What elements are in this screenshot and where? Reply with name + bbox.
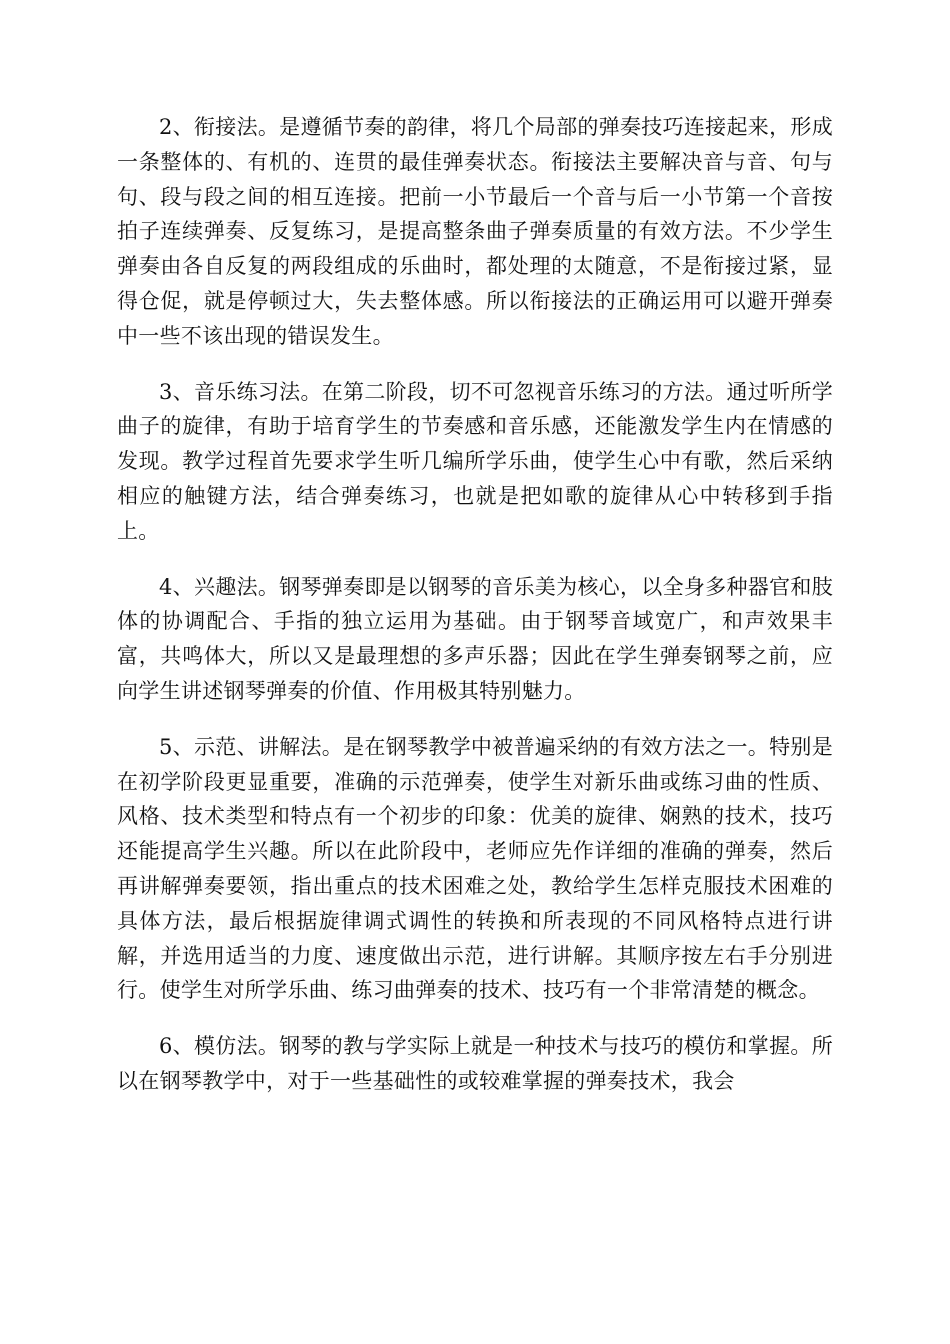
paragraph-interest-method: 4、兴趣法。钢琴弹奏即是以钢琴的音乐美为核心，以全身多种器官和肢体的协调配合、手指的独立运用为基础。由于钢琴音域宽广，和声效果丰富，共鸣体大，所以又是最理想的多声乐器；因此在学生弹奏钢琴之前，应向学生讲述钢琴弹奏的价值、作用极其特别魅力。 (117, 574, 833, 703)
paragraph-linking-method: 2、衔接法。是遵循节奏的韵律，将几个局部的弹奏技巧连接起来，形成一条整体的、有机的、连贯的最佳弹奏状态。衔接法主要解决音与音、句与句、段与段之间的相互连接。把前一小节最后一个音与后一小节第一个音按拍子连续弹奏、反复练习，是提高整条曲子弹奏质量的有效方法。不少学生弹奏由各自反复的两段组成的乐曲时，都处理的太随意，不是衔接过紧，显得仓促，就是停顿过大，失去整体感。所以衔接法的正确运用可以避开弹奏中一些不该出现的错误发生。 (117, 115, 833, 348)
document-body (117, 110, 833, 1120)
paragraph-music-practice-method: 3、音乐练习法。在第二阶段，切不可忽视音乐练习的方法。通过听所学曲子的旋律，有助于培育学生的节奏感和音乐感，还能激发学生内在情感的发现。教学过程首先要求学生听几编所学乐曲，使学生心中有歌，然后采纳相应的触键方法，结合弹奏练习，也就是把如歌的旋律从心中转移到手指上。 (117, 379, 833, 543)
paragraph-demonstration-method: 5、示范、讲解法。是在钢琴教学中被普遍采纳的有效方法之一。特别是在初学阶段更显重要，准确的示范弹奏，使学生对新乐曲或练习曲的性质、风格、技术类型和特点有一个初步的印象：优美的旋律、娴熟的技术，技巧还能提高学生兴趣。所以在此阶段中，老师应先作详细的准确的弹奏，然后再讲解弹奏要领，指出重点的技术困难之处，教给学生怎样克服技术困难的具体方法，最后根据旋律调式调性的转换和所表现的不同风格特点进行讲解，并选用适当的力度、速度做出示范，进行讲解。其顺序按左右手分别进行。使学生对所学乐曲、练习曲弹奏的技术、技巧有一个非常清楚的概念。 (117, 734, 833, 1003)
paragraph-imitation-method: 6、模仿法。钢琴的教与学实际上就是一种技术与技巧的模仿和掌握。所以在钢琴教学中，对于一些基础性的或较难掌握的弹奏技术，我会 (117, 1034, 833, 1093)
